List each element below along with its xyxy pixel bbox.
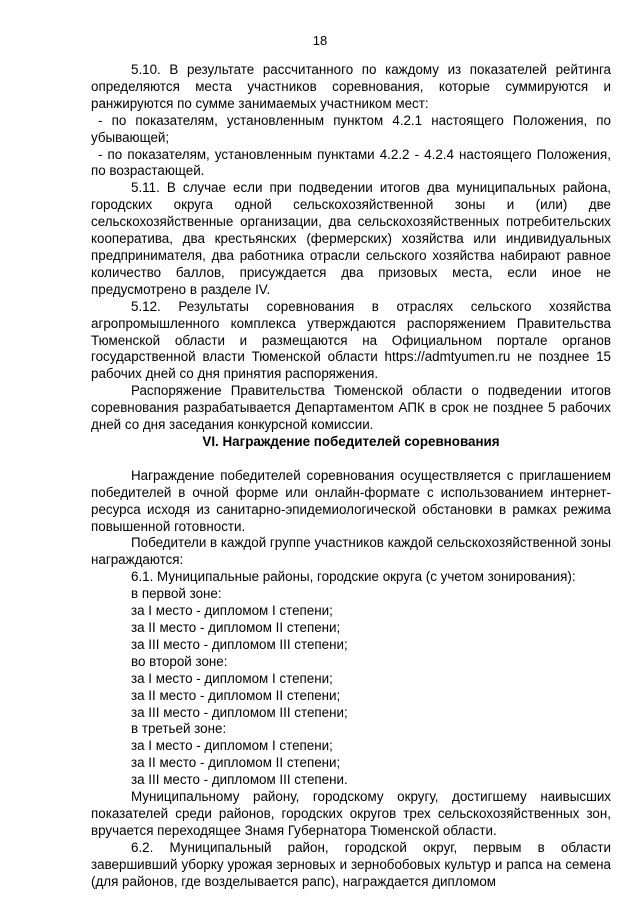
list-item: за I место - дипломом I степени; <box>131 738 333 754</box>
list-item: за II место - дипломом II степени; <box>131 687 341 703</box>
paragraph-6-2: 6.2. Муниципальный район, городской округ, первым в области завершивший уборку урожая зерновых и зернобобовых культур и рапса на семена (для районов, где возделывается рапс), награждается дипломом <box>91 839 611 889</box>
paragraph-5-10: 5.10. В результате рассчитанного по каждому из показателей рейтинга определяются места участников соревнования, которые суммируются и ранжируются по сумме занимаемых участником мест: <box>91 62 611 111</box>
paragraph-banner: Муниципальному району, городскому округу, достигшему наивысших показателей среди районов, городских округов трех сельскохозяйственных зон, вручается переходящее Знамя Губернатора Тюменской области. <box>91 789 611 838</box>
list-item: за III место - дипломом III степени; <box>131 704 348 720</box>
list-item: за II место - дипломом II степени; <box>131 620 341 635</box>
document-body <box>91 62 611 891</box>
list-item: 6.1. Муниципальные районы, городские округа (с учетом зонирования): <box>131 569 576 585</box>
list-item: за III место - дипломом III степени; <box>131 636 348 652</box>
list-item: за III место - дипломом III степени. <box>131 772 348 788</box>
paragraph-award: Награждение победителей соревнования осуществляется с приглашением победителей в очной форме или онлайн-формате с использованием интернет-ресурса исходя из санитарно-эпидемиологической обстановки в рамках режима повышенной готовности. <box>91 467 611 534</box>
list-item: в первой зоне: <box>131 586 222 602</box>
list-item: во второй зоне: <box>131 653 228 669</box>
paragraph-winners: Победители в каждой группе участников каждой сельскохозяйственной зоны награждаются: <box>91 535 611 568</box>
paragraph-5-10-item-b: - по показателям, установленным пунктами 4.2.2 - 4.2.4 настоящего Положения, по возрастающей. <box>91 146 611 179</box>
page-number: 18 <box>312 33 328 48</box>
list-6-1 <box>91 569 611 789</box>
list-item: за I место - дипломом I степени; <box>131 603 333 619</box>
paragraph-order: Распоряжение Правительства Тюменской области о подведении итогов соревнования разрабатывается Департаментом АПК в срок не позднее 5 рабочих дней со дня заседания конкурсной комиссии. <box>91 383 611 433</box>
paragraph-5-12: 5.12. Результаты соревнования в отраслях сельского хозяйства агропромышленного комплекса утверждаются распоряжением Правительства Тюменской области и размещаются на Официальном портале органов государственной власти Тюменской области https://admtyumen.ru не позднее 15 рабочих дней со дня принятия распоряжения. <box>91 298 611 382</box>
list-item: за II место - дипломом II степени; <box>131 755 341 771</box>
section-heading-6: VI. Награждение победителей соревнования <box>202 433 500 449</box>
list-item: за I место - дипломом I степени; <box>131 670 333 686</box>
paragraph-5-11: 5.11. В случае если при подведении итогов два муниципальных района, городских округа одной сельскохозяйственной зоны и (или) две сельскохозяйственные организации, два сельскохозяйственных потребительских кооператива, два крестьянских (фермерских) хозяйства или индивидуальных предпринимателя, два работника отрасли сельского хозяйства набирают равное количество баллов, присуждается два призовых места, если иное не предусмотрено в разделе IV. <box>91 180 611 297</box>
list-item: в третьей зоне: <box>131 721 227 737</box>
paragraph-5-10-item-a: - по показателям, установленным пунктом 4.2.1 настоящего Положения, по убывающей; <box>91 112 611 145</box>
